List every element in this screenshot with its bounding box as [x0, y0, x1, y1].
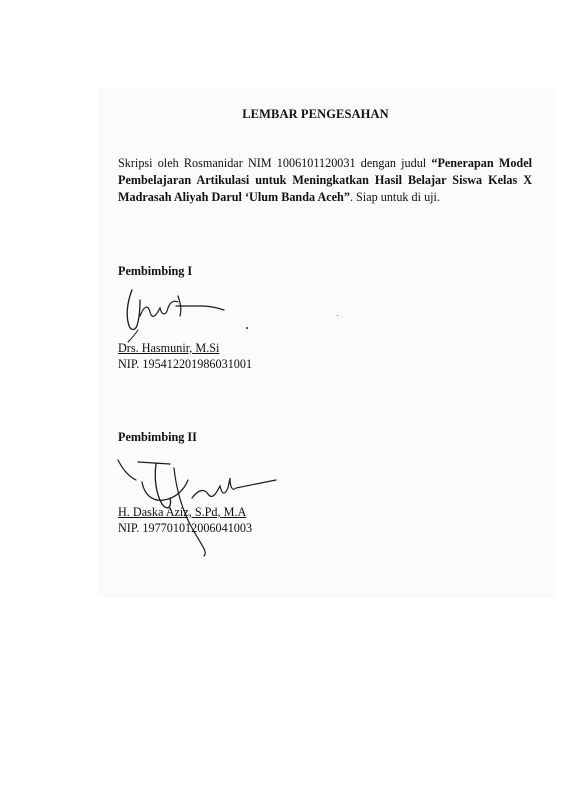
supervisor-2-name: H. Daska Aziz, S.Pd, M.A	[118, 505, 247, 519]
approval-paragraph	[118, 155, 532, 206]
supervisor-2-name-block	[118, 504, 252, 536]
page-title: LEMBAR PENGESAHAN	[242, 107, 389, 121]
thesis-title: “Penerapan Model Pembelajaran Artikulasi untuk Meningkatkan Hasil Belajar Siswa Kelas X Madrasah Aliyah Darul ‘Ulum Banda Aceh”	[118, 156, 532, 204]
supervisor-2-label: Pembimbing II	[118, 430, 197, 444]
paragraph-intro: Skripsi oleh Rosmanidar NIM 1006101120031 dengan judul	[118, 156, 432, 170]
supervisor-1-signature	[118, 286, 238, 342]
scan-speck	[246, 327, 248, 329]
supervisor-1-label: Pembimbing I	[118, 264, 193, 278]
paragraph-closing: . Siap untuk di uji.	[349, 190, 440, 204]
supervisor-1-name: Drs. Hasmunir, M.Si	[118, 341, 220, 355]
scan-speck	[337, 315, 338, 316]
supervisor-1-nip: NIP. 195412201986031001	[118, 357, 253, 371]
supervisor-2-nip: NIP. 197701012006041003	[118, 521, 253, 535]
supervisor-1-name-block	[118, 340, 252, 372]
